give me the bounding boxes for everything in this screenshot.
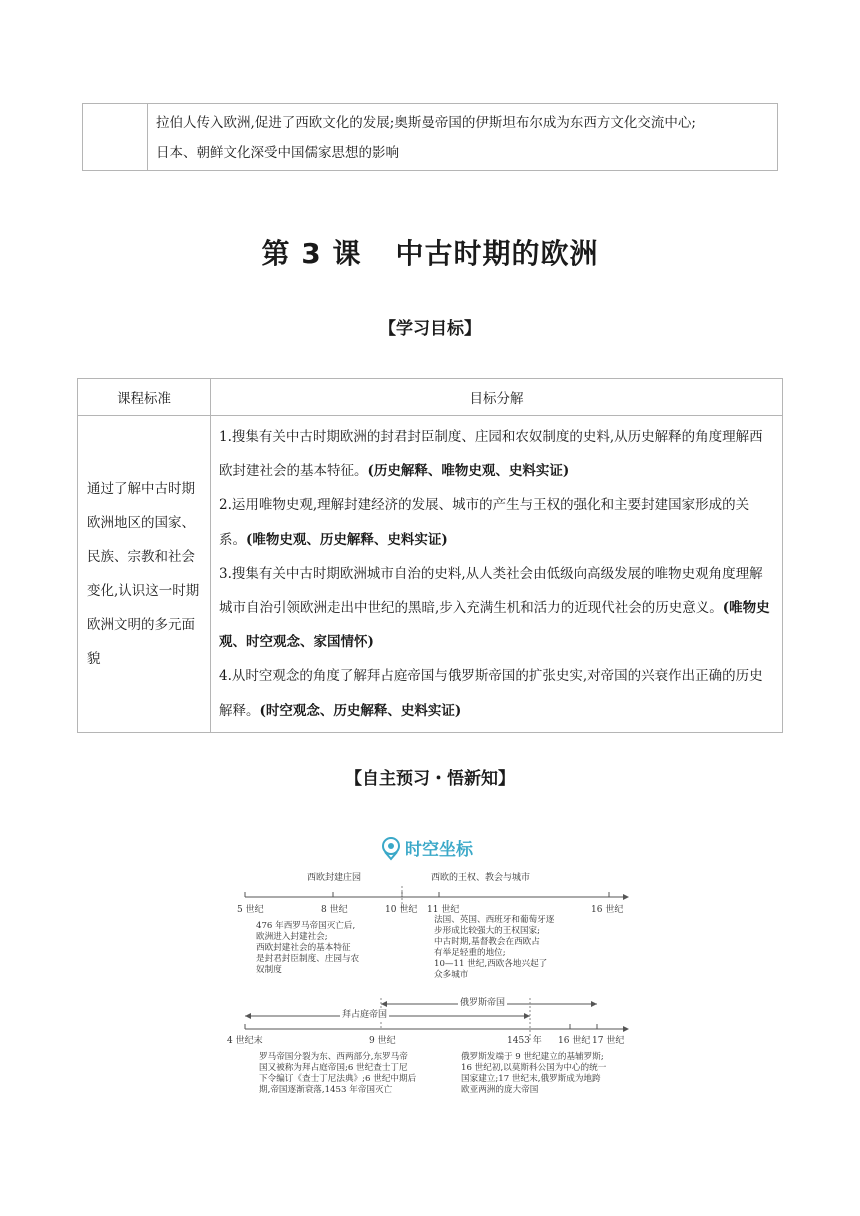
table-row (78, 416, 783, 733)
russia-span-arrow-left (381, 1001, 387, 1007)
russia-span-arrow-right (591, 1001, 597, 1007)
carryover-table (82, 103, 778, 171)
carryover-text (156, 108, 771, 168)
lesson-name: 中古时期的欧洲 (395, 237, 599, 270)
upper-axis-arrow (623, 894, 629, 900)
goal-tags: (时空观念、历史解释、史料实证) (259, 702, 462, 719)
lower-axis-arrow (623, 1026, 629, 1032)
byzantine-span-arrow-left (245, 1013, 251, 1019)
table-header-row (78, 379, 783, 416)
tick-label: 9 世纪 (369, 1036, 396, 1046)
tick-label: 16 世纪 (591, 905, 624, 915)
standard-cell: 通过了解中古时期欧洲地区的国家、民族、宗教和社会变化,认识这一时期欧洲文明的多元面貌 (78, 416, 211, 733)
timeline-note: 俄罗斯发端于 9 世纪建立的基辅罗斯; 16 世纪初,以莫斯科公国为中心的统一 国家建立;17 世纪末,俄罗斯成为地跨 欧亚两洲的庞大帝国 (461, 1052, 607, 1095)
timeline-note: 法国、英国、西班牙和葡萄牙逐 步形成比较强大的王权国家; 中古时期,基督教会在西欧占 有举足轻重的地位; 10—11 世纪,西欧各地兴起了 众多城市 (434, 915, 555, 980)
goal-tags: (历史解释、唯物史观、史料实证) (367, 463, 570, 480)
byzantine-span-arrow-right (524, 1013, 530, 1019)
goal-tags: (唯物史观、历史解释、史料实证) (246, 531, 448, 548)
timeline-title: 时空坐标 (405, 840, 473, 860)
period-label: 西欧封建庄园 (307, 873, 362, 883)
header-standard: 课程标准 (78, 379, 211, 416)
location-pin-icon (383, 838, 399, 859)
lesson-title (0, 232, 860, 272)
lesson-number: 第 3 课 (261, 237, 362, 270)
tick-label: 10 世纪 (385, 905, 418, 915)
goals-cell (211, 416, 783, 733)
timeline-figure (225, 826, 635, 1116)
tick-label: 11 世纪 (427, 905, 460, 915)
carryover-empty-cell (83, 104, 148, 170)
goal-item: 3.搜集有关中古时期欧洲城市自治的史料,从人类社会由低级向高级发展的唯物史观角度理解城市自治引领欧洲走出中世纪的黑暗,步入充满生机和活力的近现代社会的历史意义。(唯物史观、时空观念、家国情怀) (219, 565, 770, 651)
section-heading-goals: 【学习目标】 (379, 319, 481, 339)
carryover-line: 日本、朝鲜文化深受中国儒家思想的影响 (156, 145, 399, 161)
period-label: 俄罗斯帝国 (460, 998, 506, 1008)
period-label: 拜占庭帝国 (342, 1010, 388, 1020)
timeline-note: 罗马帝国分裂为东、西两部分,东罗马帝 国又被称为拜占庭帝国;6 世纪查士丁尼 下令编订《查士丁尼法典》;6 世纪中期后 期,帝国逐渐衰落,1453 年帝国灭亡 (259, 1052, 417, 1095)
goal-item: 1.搜集有关中古时期欧洲的封君封臣制度、庄园和农奴制度的史料,从历史解释的角度理解西欧封建社会的基本特征。(历史解释、唯物史观、史料实证) (219, 429, 763, 480)
timeline-note: 476 年西罗马帝国灭亡后, 欧洲进入封建社会; 西欧封建社会的基本特征 是封君封臣制度、庄园与农 奴制度 (256, 921, 360, 975)
period-label: 西欧的王权、教会与城市 (431, 873, 531, 883)
objectives-table (77, 378, 783, 733)
tick-label: 4 世纪末 (227, 1036, 263, 1046)
header-goals: 目标分解 (211, 379, 783, 416)
goal-tags: (唯物史观、时空观念、家国情怀) (219, 600, 770, 651)
goal-item: 4.从时空观念的角度了解拜占庭帝国与俄罗斯帝国的扩张史实,对帝国的兴衰作出正确的历史解释。(时空观念、历史解释、史料实证) (219, 668, 763, 719)
tick-label: 8 世纪 (321, 905, 348, 915)
carryover-line: 拉伯人传入欧洲,促进了西欧文化的发展;奥斯曼帝国的伊斯坦布尔成为东西方文化交流中心; (156, 115, 696, 131)
tick-label: 5 世纪 (237, 905, 264, 915)
goal-item: 2.运用唯物史观,理解封建经济的发展、城市的产生与王权的强化和主要封建国家形成的关系。(唯物史观、历史解释、史料实证) (219, 497, 750, 548)
tick-label: 1453 年 (507, 1036, 542, 1046)
tick-label: 16 世纪 (558, 1036, 591, 1046)
section-heading-preview: 【自主预习・悟新知】 (345, 769, 515, 789)
tick-label: 17 世纪 (592, 1036, 625, 1046)
